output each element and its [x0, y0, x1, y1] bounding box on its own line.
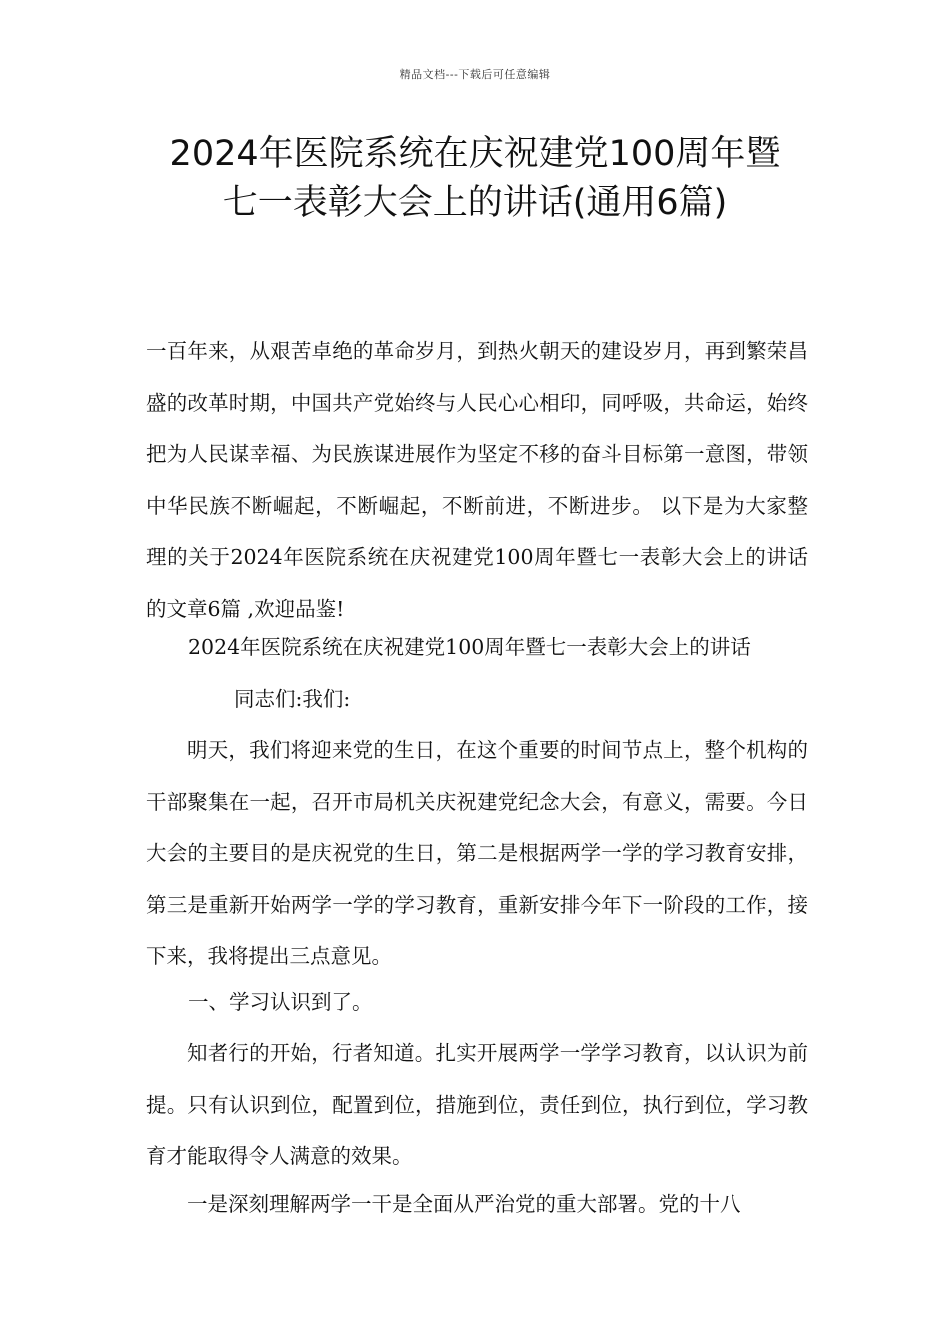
header-note: 精品文档---下载后可任意编辑: [399, 68, 551, 81]
document-body: [146, 326, 808, 1326]
article-subtitle: 2024年医院系统在庆祝建党100周年暨七一表彰大会上的讲话: [188, 635, 751, 659]
salutation: 同志们:我们:: [234, 687, 351, 711]
title-line-2: 七一表彰大会上的讲话(通用6篇): [222, 183, 728, 223]
section-heading-1: 一、学习认识到了。: [188, 990, 373, 1014]
title-line-1: 2024年医院系统在庆祝建党100周年暨: [169, 134, 781, 174]
body-paragraph-3: 一是深刻理解两学一干是全面从严治党的重大部署。党的十八: [187, 1192, 741, 1216]
body-paragraph-1: 明天，我们将迎来党的生日，在这个重要的时间节点上，整个机构的干部聚集在一起，召开市局机关庆祝建党纪念大会，有意义，需要。今日大会的主要目的是庆祝党的生日，第二是根据两学一学的学习教育安排，第三是重新开始两学一学的学习教育，重新安排今年下一阶段的工作，接下来，我将提出三点意见。: [146, 738, 808, 968]
document-title: [100, 130, 850, 228]
body-paragraph-2: 知者行的开始，行者知道。扎实开展两学一学学习教育，以认识为前提。只有认识到位，配置到位，措施到位，责任到位，执行到位，学习教育才能取得令人满意的效果。: [146, 1041, 808, 1168]
intro-paragraph: 一百年来，从艰苦卓绝的革命岁月，到热火朝天的建设岁月，再到繁荣昌盛的改革时期，中国共产党始终与人民心心相印，同呼吸，共命运，始终把为人民谋幸福、为民族谋进展作为坚定不移的奋斗目标第一意图，带领中华民族不断崛起，不断崛起，不断前进，不断进步。 以下是为大家整理的关于2024年医院系统在庆祝建党100周年暨七一表彰大会上的讲话的文章6篇 ,欢迎品鉴!: [146, 339, 808, 621]
